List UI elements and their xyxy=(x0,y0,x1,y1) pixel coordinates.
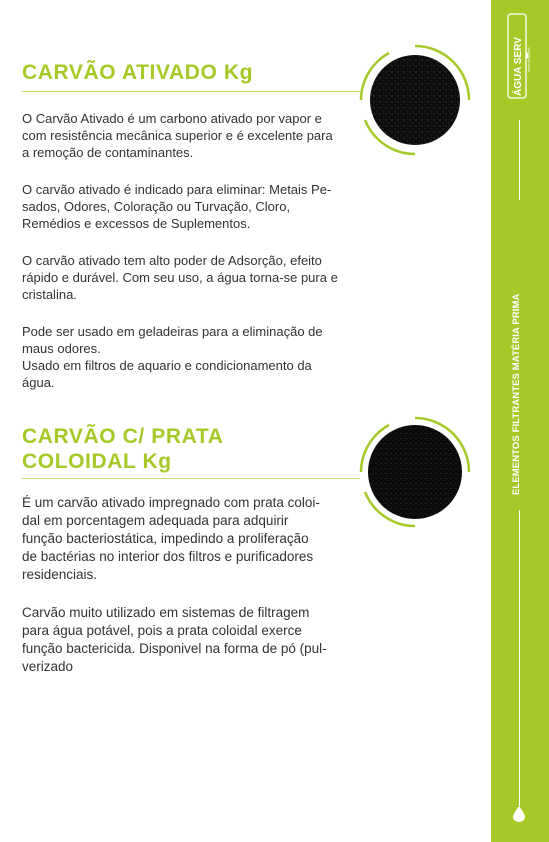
agua-serv-logo xyxy=(507,12,531,102)
svg-text:PURIFICADORES: PURIFICADORES xyxy=(527,47,531,72)
charcoal-image-1 xyxy=(355,40,475,160)
section-title-line: CARVÃO C/ PRATA xyxy=(22,425,224,448)
sidebar-vertical-label: ELEMENTOS FILTRANTES MATÉRIA PRIMA xyxy=(511,293,522,495)
svg-text:ÁGUA SERV: ÁGUA SERV xyxy=(513,37,524,96)
paragraph: O carvão ativado é indicado para eliminar: Metais Pe- sados, Odores, Coloração ou Turvação, Cloro, Remédios e excessos de Suplementos. xyxy=(22,182,332,231)
sidebar xyxy=(491,0,549,842)
sidebar-divider-top xyxy=(519,120,520,200)
section-title xyxy=(22,424,224,474)
water-drop-icon xyxy=(513,806,525,822)
title-underline xyxy=(22,91,360,92)
paragraph: Pode ser usado em geladeiras para a eliminação de maus odores. Usado em filtros de aquario e condicionamento da água. xyxy=(22,324,323,390)
section-2-body xyxy=(22,494,357,696)
paragraph: Carvão muito utilizado em sistemas de filtragem para água potável, pois a prata coloidal exerce função bactericida. Disponivel na forma de pó (pul- verizado xyxy=(22,605,327,674)
sidebar-divider-bottom xyxy=(519,510,520,806)
section-1-body xyxy=(22,110,342,411)
section-carvao-ativado xyxy=(22,60,253,85)
section-title-line: COLOIDAL Kg xyxy=(22,450,172,473)
charcoal-image-2 xyxy=(355,412,475,532)
paragraph: O Carvão Ativado é um carbono ativado por vapor e com resistência mecânica superior e é excelente para a remoção de contaminantes. xyxy=(22,111,333,160)
paragraph: É um carvão ativado impregnado com prata coloi- dal em porcentagem adequada para adquirir função bacteriostática, impedindo a proliferação de bactérias no interior dos filtros e purificadores residenciais. xyxy=(22,495,320,582)
title-underline xyxy=(22,478,360,479)
section-title xyxy=(22,60,253,85)
section-carvao-prata xyxy=(22,424,224,474)
paragraph: O carvão ativado tem alto poder de Adsorção, efeito rápido e durável. Com seu uso, a água torna-se pura e cristalina. xyxy=(22,253,338,302)
section-title-line: CARVÃO ATIVADO Kg xyxy=(22,61,254,84)
